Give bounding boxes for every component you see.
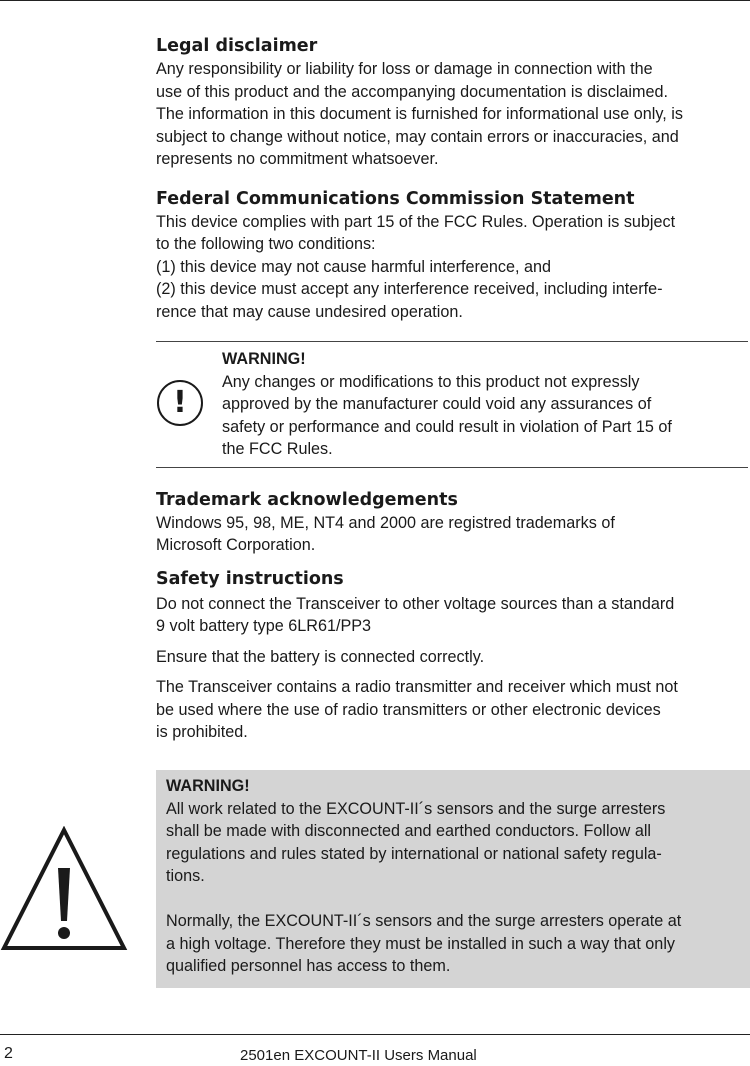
warning-title: WARNING! — [166, 777, 250, 795]
legal-disclaimer-heading: Legal disclaimer — [156, 36, 318, 56]
trademark-heading: Trademark acknowledgements — [156, 489, 458, 510]
warning-line: the FCC Rules. — [222, 440, 333, 458]
footer-rule — [0, 1034, 750, 1035]
warning-line: qualified personnel has access to them. — [166, 957, 451, 975]
legal-disclaimer-line: subject to change without notice, may contain errors or inaccuracies, and — [156, 127, 679, 146]
safety-line: Ensure that the battery is connected correctly. — [156, 647, 485, 666]
document-title: 2501en EXCOUNT-II Users Manual — [240, 1047, 477, 1064]
fcc-section — [156, 187, 748, 324]
fcc-warning-box — [156, 341, 748, 468]
fcc-line: (2) this device must accept any interference received, including interfe- — [156, 280, 663, 298]
fcc-line: This device complies with part 15 of the FCC Rules. Operation is subject — [156, 212, 676, 231]
warning-line: a high voltage. Therefore they must be installed in such a way that only — [166, 934, 676, 953]
warning-line: Normally, the EXCOUNT-II´s sensors and the surge arresters operate at — [166, 912, 682, 930]
warning-triangle-icon — [0, 826, 128, 952]
page-number: 2 — [4, 1045, 13, 1062]
trademark-line: Windows 95, 98, ME, NT4 and 2000 are registred trademarks of — [156, 513, 615, 532]
warning-line: Any changes or modifications to this product not expressly — [222, 372, 640, 391]
safety-heading: Safety instructions — [156, 568, 344, 589]
fcc-line: rence that may cause undesired operation. — [156, 302, 463, 321]
top-rule — [0, 0, 750, 1]
warning-line: regulations and rules stated by international or national safety regula- — [166, 844, 662, 863]
fcc-line: (1) this device may not cause harmful interference, and — [156, 257, 551, 276]
fcc-line: to the following two conditions: — [156, 235, 376, 253]
legal-disclaimer-line: use of this product and the accompanying documentation is disclaimed. — [156, 82, 669, 101]
safety-line: 9 volt battery type 6LR61/PP3 — [156, 617, 372, 635]
legal-disclaimer-line: Any responsibility or liability for loss or damage in connection with the — [156, 60, 653, 78]
exclamation-circle-icon: ! — [157, 380, 203, 426]
warning-line: safety or performance and could result in violation of Part 15 of — [222, 417, 672, 436]
fcc-heading: Federal Communications Commission Statement — [156, 188, 635, 209]
safety-section — [156, 567, 748, 744]
legal-disclaimer-line: The information in this document is furnished for informational use only, is — [156, 105, 683, 123]
voltage-warning-box — [156, 770, 750, 988]
safety-line: be used where the use of radio transmitters or other electronic devices — [156, 700, 661, 719]
warning-line: All work related to the EXCOUNT-II´s sensors and the surge arresters — [166, 799, 666, 818]
legal-disclaimer-line: represents no commitment whatsoever. — [156, 150, 439, 168]
warning-line: approved by the manufacturer could void any assurances of — [222, 395, 652, 413]
trademark-section — [156, 474, 748, 557]
safety-line: The Transceiver contains a radio transmitter and receiver which must not — [156, 678, 678, 696]
warning-title: WARNING! — [222, 350, 306, 368]
trademark-line: Microsoft Corporation. — [156, 536, 316, 554]
legal-disclaimer-section — [156, 34, 748, 171]
safety-line: is prohibited. — [156, 723, 248, 741]
warning-line: shall be made with disconnected and earthed conductors. Follow all — [166, 822, 652, 840]
safety-line: Do not connect the Transceiver to other voltage sources than a standard — [156, 594, 675, 613]
page-content — [156, 34, 748, 760]
warning-line: tions. — [166, 867, 205, 885]
